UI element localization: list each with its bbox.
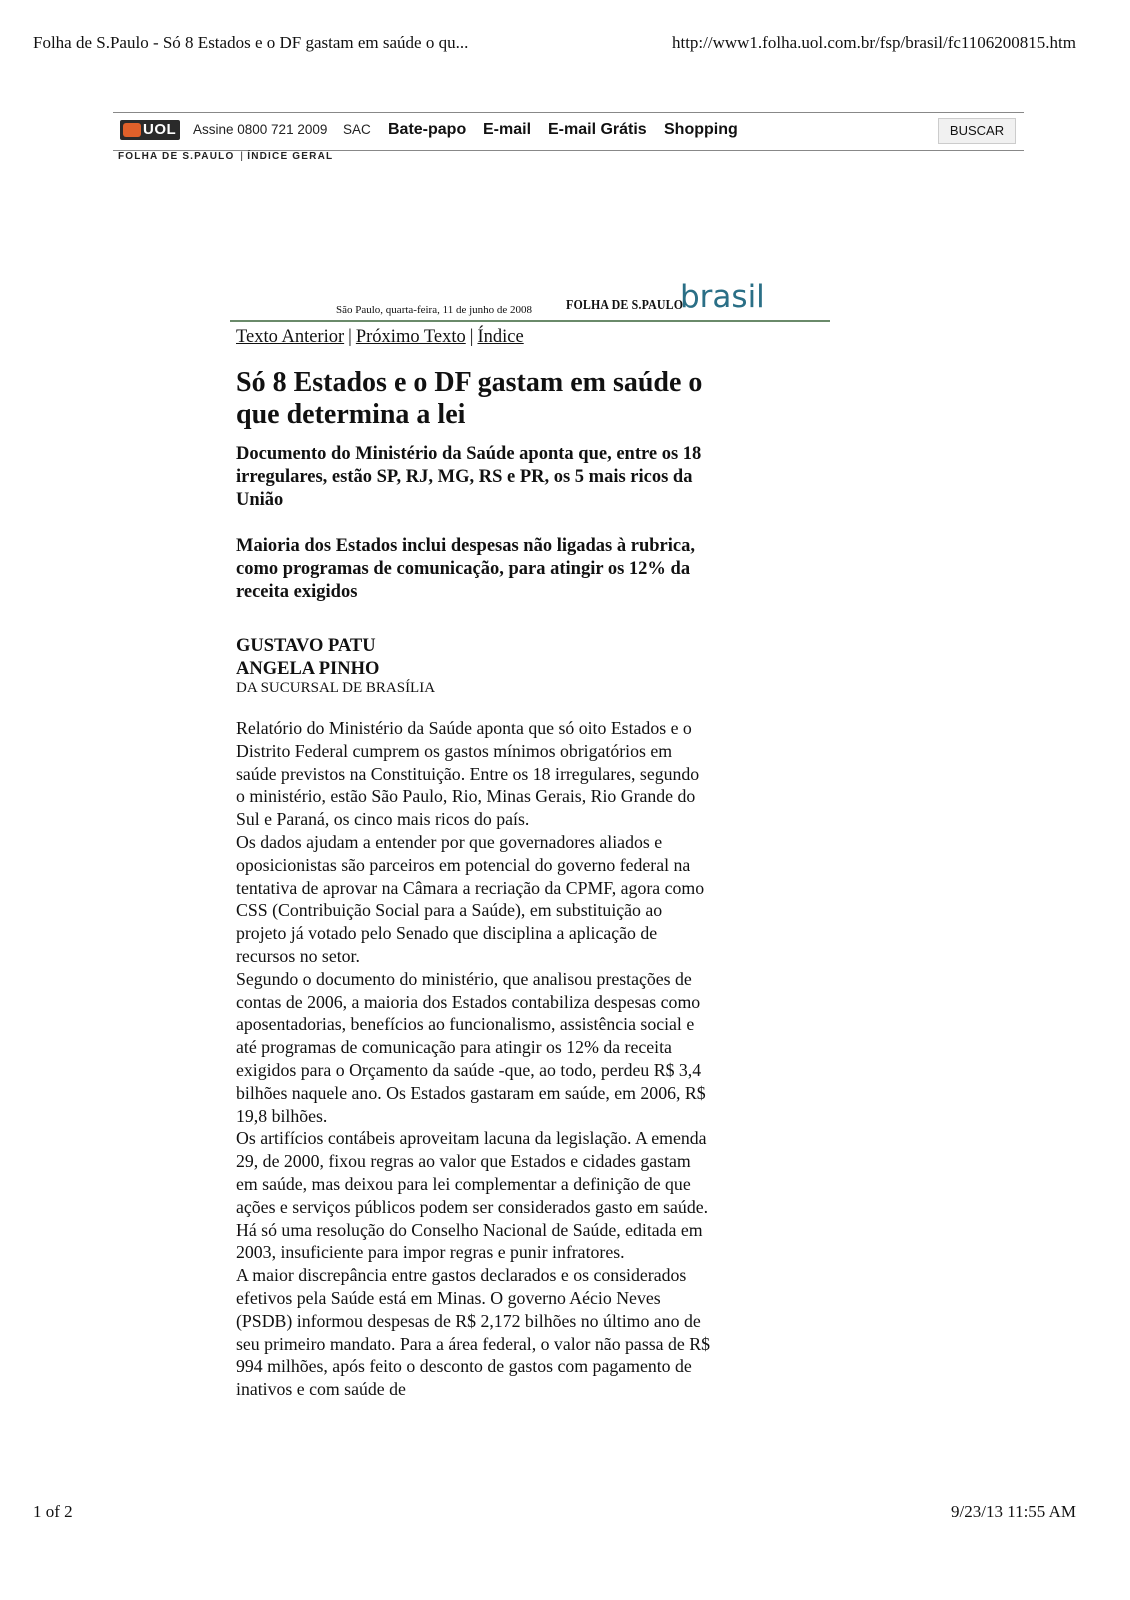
- uol-logo-text: UOL: [143, 121, 177, 138]
- section-divider: [230, 320, 830, 322]
- article-headline: Só 8 Estados e o DF gastam em saúde o que determina a lei: [236, 367, 703, 430]
- article-subhead: Maioria dos Estados inclui despesas não ligadas à rubrica, como programas de comunicação, para atingir os 12% da receita exigidos: [236, 536, 695, 602]
- dateline: São Paulo, quarta-feira, 11 de junho de 2008: [336, 304, 533, 316]
- email-link[interactable]: E-mail: [483, 121, 532, 138]
- byline: [236, 635, 379, 681]
- author-name: GUSTAVO PATU: [236, 636, 376, 656]
- indice-geral-link[interactable]: ÍNDICE GERAL: [247, 151, 334, 162]
- bate-papo-link[interactable]: Bate-papo: [388, 121, 467, 138]
- folha-nav-separator: |: [240, 151, 245, 162]
- masthead-logo: FOLHA DE S.PAULO: [566, 298, 684, 313]
- author-name: ANGELA PINHO: [236, 659, 380, 679]
- next-text-link[interactable]: Próximo Texto: [355, 327, 466, 347]
- print-url: http://www1.folha.uol.com.br/fsp/brasil/fc1106200815.htm: [671, 33, 1076, 52]
- body-paragraph: A maior discrepância entre gastos declarados e os considerados efetivos pela Saúde está em Minas. O governo Aécio Neves (PSDB) informou despesas de R$ 2,172 bilhões no último ano de seu primeiro mandato. Para a área federal, o valor não passa de R$ 994 milhões, após feito o desconto de gastos com pagamento de inativos e com saúde de: [236, 1265, 710, 1400]
- body-paragraph: Relatório do Ministério da Saúde aponta que só oito Estados e o Distrito Federal cumprem os gastos mínimos obrigatórios em saúde previstos na Constituição. Entre os 18 irregulares, segundo o ministério, estão São Paulo, Rio, Minas Gerais, Rio Grande do Sul e Paraná, os cinco mais ricos do país.: [236, 718, 700, 830]
- text-navigation: [236, 327, 524, 348]
- body-paragraph: Os artifícios contábeis aproveitam lacuna da legislação. A emenda 29, de 2000, fixou regras ao valor que Estados e cidades gastam em saúde, mas deixou para lei complementar a definição de que ações e serviços públicos podem ser considerados gasto em saúde. Há só uma resolução do Conselho Nacional de Saúde, editada em 2003, insuficiente para impor regras e punir infratores.: [236, 1128, 709, 1263]
- body-paragraph: Segundo o documento do ministério, que analisou prestações de contas de 2006, a maioria dos Estados contabiliza despesas como aposentadorias, benefícios ao funcionalismo, assistência social e até programas de comunicação para atingir os 12% da receita exigidos para o Orçamento da saúde -que, ao todo, perdeu R$ 3,4 bilhões naquele ano. Os Estados gastaram em saúde, em 2006, R$ 19,8 bilhões.: [236, 968, 706, 1126]
- uol-logo-ball-icon: [123, 123, 141, 137]
- assine-link[interactable]: Assine 0800 721 2009: [193, 122, 328, 137]
- body-paragraph: Os dados ajudam a entender por que governadores aliados e oposicionistas são parceiros em potencial do governo federal na tentativa de aprovar na Câmara a recriação da CPMF, agora como CSS (Contribuição Social para a Saúde), em substituição ao projeto já votado pelo Senado que disciplina a aplicação de recursos no setor.: [236, 831, 705, 966]
- print-timestamp: 9/23/13 11:55 AM: [951, 1502, 1076, 1521]
- nav-separator: |: [469, 327, 474, 347]
- print-page-title: Folha de S.Paulo - Só 8 Estados e o DF gastam em saúde o qu...: [33, 33, 469, 52]
- bureau-credit: DA SUCURSAL DE BRASÍLIA: [236, 680, 436, 696]
- buscar-button[interactable]: BUSCAR: [938, 118, 1016, 144]
- section-name: brasil: [680, 279, 765, 315]
- index-link[interactable]: Índice: [477, 327, 524, 347]
- email-gratis-link[interactable]: E-mail Grátis: [548, 121, 647, 138]
- nav-separator: |: [348, 327, 352, 347]
- article-subhead: Documento do Ministério da Saúde aponta que, entre os 18 irregulares, estão SP, RJ, MG, RS e PR, os 5 mais ricos da União: [236, 444, 702, 510]
- previous-text-link[interactable]: Texto Anterior: [236, 327, 345, 347]
- folha-nav: [118, 151, 333, 162]
- print-page-number: 1 of 2: [33, 1502, 73, 1521]
- shopping-link[interactable]: Shopping: [664, 121, 738, 138]
- uol-toolbar: [113, 112, 1024, 151]
- uol-logo[interactable]: [120, 120, 180, 140]
- article-body: [236, 717, 711, 1401]
- sac-link[interactable]: SAC: [343, 122, 371, 137]
- folha-brand-link[interactable]: FOLHA DE S.PAULO: [118, 151, 235, 162]
